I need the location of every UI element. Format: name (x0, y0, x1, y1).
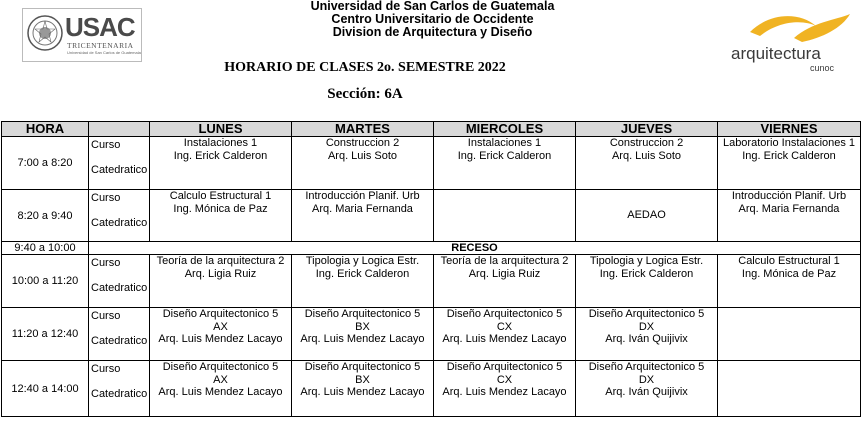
class-cell-line: Ing. Mónica de Paz (741, 267, 837, 280)
class-cell-line: Arq. Maria Fernanda (312, 202, 413, 215)
class-cell-line: Laboratorio Instalaciones 1 (722, 137, 856, 149)
class-cell-miercoles (434, 137, 576, 190)
class-cell-line: Arq. Luis Soto (327, 149, 398, 162)
table-row (2, 137, 861, 190)
class-cell-line: Arq. Luis Mendez Lacayo (442, 386, 567, 398)
class-cell-line: AX (213, 320, 228, 333)
recess-time: 9:40 a 10:00 (2, 242, 89, 255)
column-header-viernes: VIERNES (718, 122, 861, 137)
class-cell-line: AEDAO (627, 209, 666, 222)
table-row (2, 308, 861, 361)
time-slot: 11:20 a 12:40 (2, 308, 89, 361)
class-cell-lunes (150, 190, 292, 242)
class-cell-line: Arq. Iván Quijivix (605, 333, 688, 345)
class-cell-line: Diseño Arquitectonico 5 (446, 308, 563, 320)
class-cell-line: Construccion 2 (609, 137, 684, 149)
table-header-row (2, 122, 861, 137)
class-cell-line: Arq. Iván Quijivix (605, 386, 688, 398)
class-cell-line: Calculo Estructural 1 (738, 255, 840, 267)
class-cell-lunes (150, 308, 292, 361)
row-labels (89, 137, 150, 190)
class-cell-miercoles (434, 361, 576, 417)
class-cell-line: DX (638, 320, 655, 333)
class-cell-line: AX (213, 373, 228, 386)
time-slot: 8:20 a 9:40 (2, 190, 89, 242)
class-cell-line: Introducción Planif. Urb (305, 190, 420, 202)
teacher-label: Catedratico (91, 217, 148, 229)
class-cell-viernes (718, 255, 861, 308)
class-cell-martes (292, 137, 434, 190)
division-name: Division de Arquitectura y Diseño (332, 25, 533, 39)
class-cell-line: Instalaciones 1 (467, 137, 542, 149)
usac-logo-subtitle: TRICENTENARIA (67, 41, 134, 50)
class-cell-line: BX (355, 320, 370, 333)
arquitectura-logo-subtext: cunoc (810, 63, 835, 73)
class-cell-line: Ing. Erick Calderon (173, 149, 268, 162)
class-cell-martes (292, 308, 434, 361)
class-cell-lunes (150, 361, 292, 417)
class-cell-line: Ing. Erick Calderon (315, 267, 410, 280)
column-header-jueves: JUEVES (576, 122, 718, 137)
time-slot: 12:40 a 14:00 (2, 361, 89, 417)
course-label: Curso (91, 363, 121, 375)
arquitectura-logo-text: arquitectura (731, 44, 821, 63)
column-header-martes: MARTES (292, 122, 434, 137)
class-cell-jueves (576, 308, 718, 361)
arquitectura-swoosh-icon (742, 10, 852, 44)
class-cell-viernes (718, 361, 861, 417)
class-cell-line: CX (496, 373, 513, 386)
class-cell-line: DX (638, 373, 655, 386)
table-row (2, 255, 861, 308)
class-cell-line: Arq. Luis Mendez Lacayo (442, 333, 567, 345)
row-labels (89, 308, 150, 361)
class-cell-line: Calculo Estructural 1 (169, 190, 272, 202)
arquitectura-logo (728, 10, 858, 75)
class-cell-line: Diseño Arquitectonico 5 (162, 361, 279, 373)
table-row (2, 361, 861, 417)
class-cell-line: Construccion 2 (325, 137, 400, 149)
class-cell-line: Instalaciones 1 (183, 137, 258, 149)
usac-logo-text: USAC (65, 12, 135, 42)
class-cell-jueves (576, 137, 718, 190)
class-cell-line: Diseño Arquitectonico 5 (304, 308, 421, 320)
recess-row (2, 242, 861, 255)
class-cell-line: CX (496, 320, 513, 333)
usac-logo-small-text: Universidad de San Carlos de Guatemala (67, 50, 141, 55)
course-label: Curso (91, 139, 121, 151)
class-cell-miercoles (434, 255, 576, 308)
class-cell-line: Ing. Mónica de Paz (173, 202, 268, 215)
course-label: Curso (91, 192, 121, 204)
class-cell-jueves (576, 190, 718, 242)
class-cell-line: Ing. Erick Calderon (457, 149, 552, 162)
row-labels (89, 190, 150, 242)
row-labels (89, 361, 150, 417)
column-header-lunes: LUNES (150, 122, 292, 137)
class-cell-martes (292, 255, 434, 308)
time-slot: 10:00 a 11:20 (2, 255, 89, 308)
schedule-title: HORARIO DE CLASES 2o. SEMESTRE 2022 (224, 60, 506, 75)
class-cell-miercoles (434, 308, 576, 361)
class-cell-line: Diseño Arquitectonico 5 (588, 308, 705, 320)
class-cell-line: Diseño Arquitectonico 5 (162, 308, 279, 320)
class-cell-line: BX (355, 373, 370, 386)
class-cell-viernes (718, 137, 861, 190)
class-cell-lunes (150, 137, 292, 190)
class-cell-line: Arq. Luis Mendez Lacayo (300, 386, 425, 398)
class-cell-martes (292, 361, 434, 417)
class-cell-line: Tipologia y Logica Estr. (589, 255, 704, 267)
column-header-label (89, 122, 150, 137)
class-cell-line: Tipologia y Logica Estr. (305, 255, 420, 267)
schedule-table (1, 121, 861, 417)
class-cell-line: Diseño Arquitectonico 5 (446, 361, 563, 373)
row-labels (89, 255, 150, 308)
section-label: Sección: 6A (327, 86, 403, 102)
class-cell-lunes (150, 255, 292, 308)
class-cell-line: Arq. Luis Mendez Lacayo (300, 333, 425, 345)
teacher-label: Catedratico (91, 164, 148, 176)
time-slot: 7:00 a 8:20 (2, 137, 89, 190)
class-cell-line: Arq. Luis Soto (611, 149, 682, 162)
class-cell-jueves (576, 361, 718, 417)
recess-label: RECESO (89, 242, 861, 255)
column-header-miercoles: MIERCOLES (434, 122, 576, 137)
class-cell-line: Arq. Ligia Ruiz (184, 267, 257, 280)
class-cell-line: Teoría de la arquitectura 2 (156, 255, 285, 267)
teacher-label: Catedratico (91, 335, 148, 347)
class-cell-miercoles (434, 190, 576, 242)
table-row (2, 190, 861, 242)
class-cell-line: Teoría de la arquitectura 2 (440, 255, 569, 267)
column-header-hora: HORA (2, 122, 89, 137)
class-cell-jueves (576, 255, 718, 308)
class-cell-viernes (718, 190, 861, 242)
class-cell-line: Arq. Maria Fernanda (738, 202, 840, 215)
course-label: Curso (91, 257, 121, 269)
class-cell-viernes (718, 308, 861, 361)
class-cell-line: Diseño Arquitectonico 5 (588, 361, 705, 373)
class-cell-line: Arq. Luis Mendez Lacayo (158, 386, 283, 398)
class-cell-line: Arq. Luis Mendez Lacayo (158, 333, 283, 345)
class-cell-line: Ing. Erick Calderon (599, 267, 694, 280)
class-cell-line: Arq. Ligia Ruiz (468, 267, 541, 280)
teacher-label: Catedratico (91, 388, 148, 400)
university-name: Universidad de San Carlos de Guatemala (310, 0, 555, 13)
class-cell-line: Diseño Arquitectonico 5 (304, 361, 421, 373)
class-cell-martes (292, 190, 434, 242)
campus-name: Centro Universitario de Occidente (331, 12, 534, 26)
course-label: Curso (91, 310, 121, 322)
class-cell-line: Introducción Planif. Urb (731, 190, 847, 202)
class-cell-line: Ing. Erick Calderon (742, 149, 836, 162)
teacher-label: Catedratico (91, 282, 148, 294)
